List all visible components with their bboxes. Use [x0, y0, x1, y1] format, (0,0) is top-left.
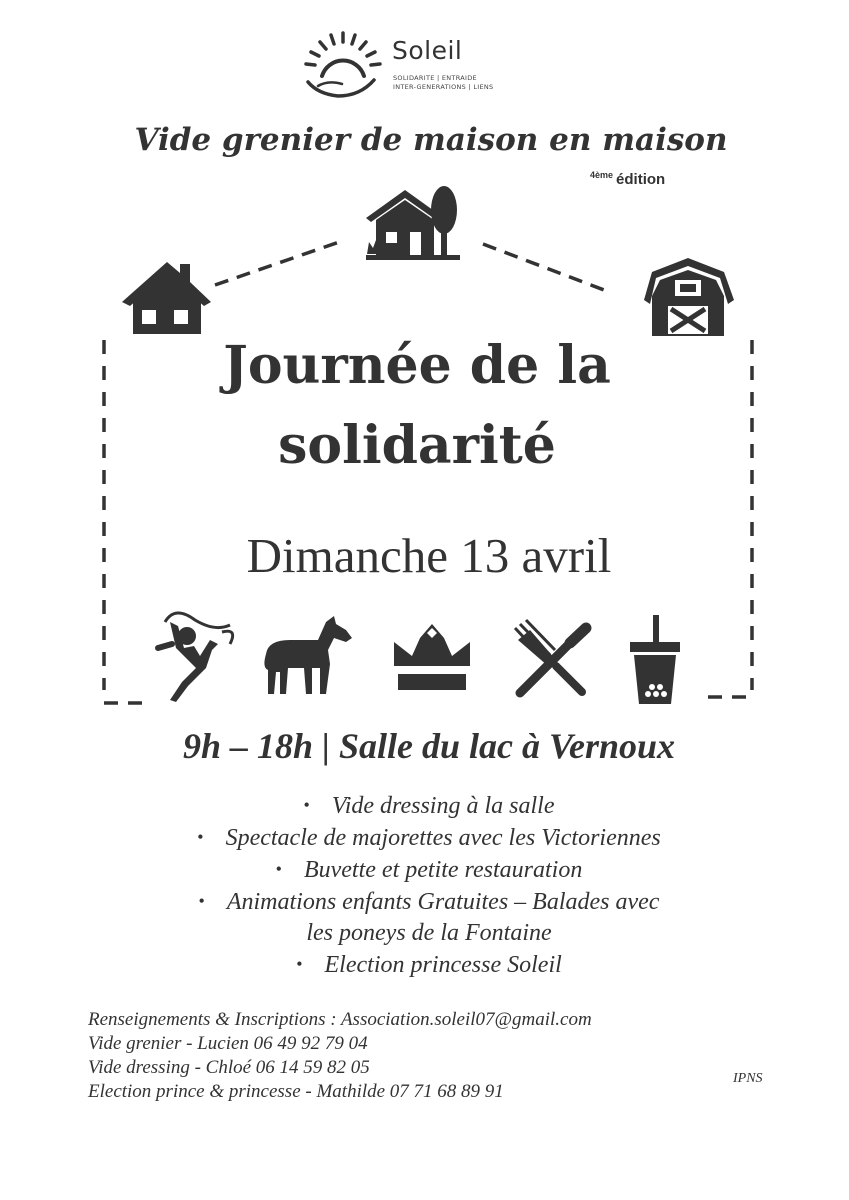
- ipns-label: IPNS: [733, 1071, 763, 1086]
- event-subtitle: Vide grenier de maison en maison: [134, 122, 728, 158]
- main-title: solidarité: [278, 415, 556, 476]
- list-item: • Vide dressing à la salle: [303, 793, 555, 819]
- horse-icon: [264, 616, 352, 694]
- hours-location: 9h – 18h | Salle du lac à Vernoux: [182, 726, 676, 766]
- edition-text: édition: [616, 171, 666, 188]
- contact-info: [88, 1008, 592, 1104]
- barn-icon: [644, 258, 734, 336]
- list-item: • Election princesse Soleil: [296, 952, 562, 978]
- contact-line: Election prince & princesse - Mathilde 07 71 68 89 91: [88, 1081, 504, 1102]
- house-icon: [122, 262, 211, 334]
- logo-name: Soleil: [392, 36, 463, 65]
- contact-line: Vide dressing - Chloé 06 14 59 82 05: [88, 1057, 370, 1078]
- bullet-icon: •: [296, 954, 303, 974]
- activities-list: [0, 790, 849, 981]
- bullet-icon: •: [275, 859, 282, 879]
- logo-tagline: SOLIDARITE | ENTRAIDE: [393, 74, 477, 82]
- farmhouse-icon: [366, 186, 460, 260]
- fork-knife-icon: [515, 620, 586, 693]
- logo-tagline: INTER-GENERATIONS | LIENS: [393, 83, 494, 91]
- bullet-icon: •: [198, 891, 205, 911]
- list-item: • Animations enfants Gratuites – Balades avec: [198, 889, 660, 915]
- crown-icon: [394, 624, 470, 690]
- bullet-icon: •: [197, 827, 204, 847]
- majorette-icon: [158, 613, 233, 702]
- list-item-continuation: les poneys de la Fontaine: [306, 920, 552, 946]
- event-date: Dimanche 13 avril: [246, 528, 612, 583]
- list-item: • Buvette et petite restauration: [275, 857, 583, 883]
- bullet-icon: •: [303, 795, 310, 815]
- edition-number: 4ème: [590, 170, 614, 180]
- main-title: Journée de la: [223, 335, 611, 396]
- list-item: • Spectacle de majorettes avec les Victoriennes: [197, 825, 661, 851]
- contact-line: Renseignements & Inscriptions : Association.soleil07@gmail.com: [88, 1009, 592, 1030]
- contact-line: Vide grenier - Lucien 06 49 92 79 04: [88, 1033, 368, 1054]
- drink-cup-icon: [630, 615, 680, 704]
